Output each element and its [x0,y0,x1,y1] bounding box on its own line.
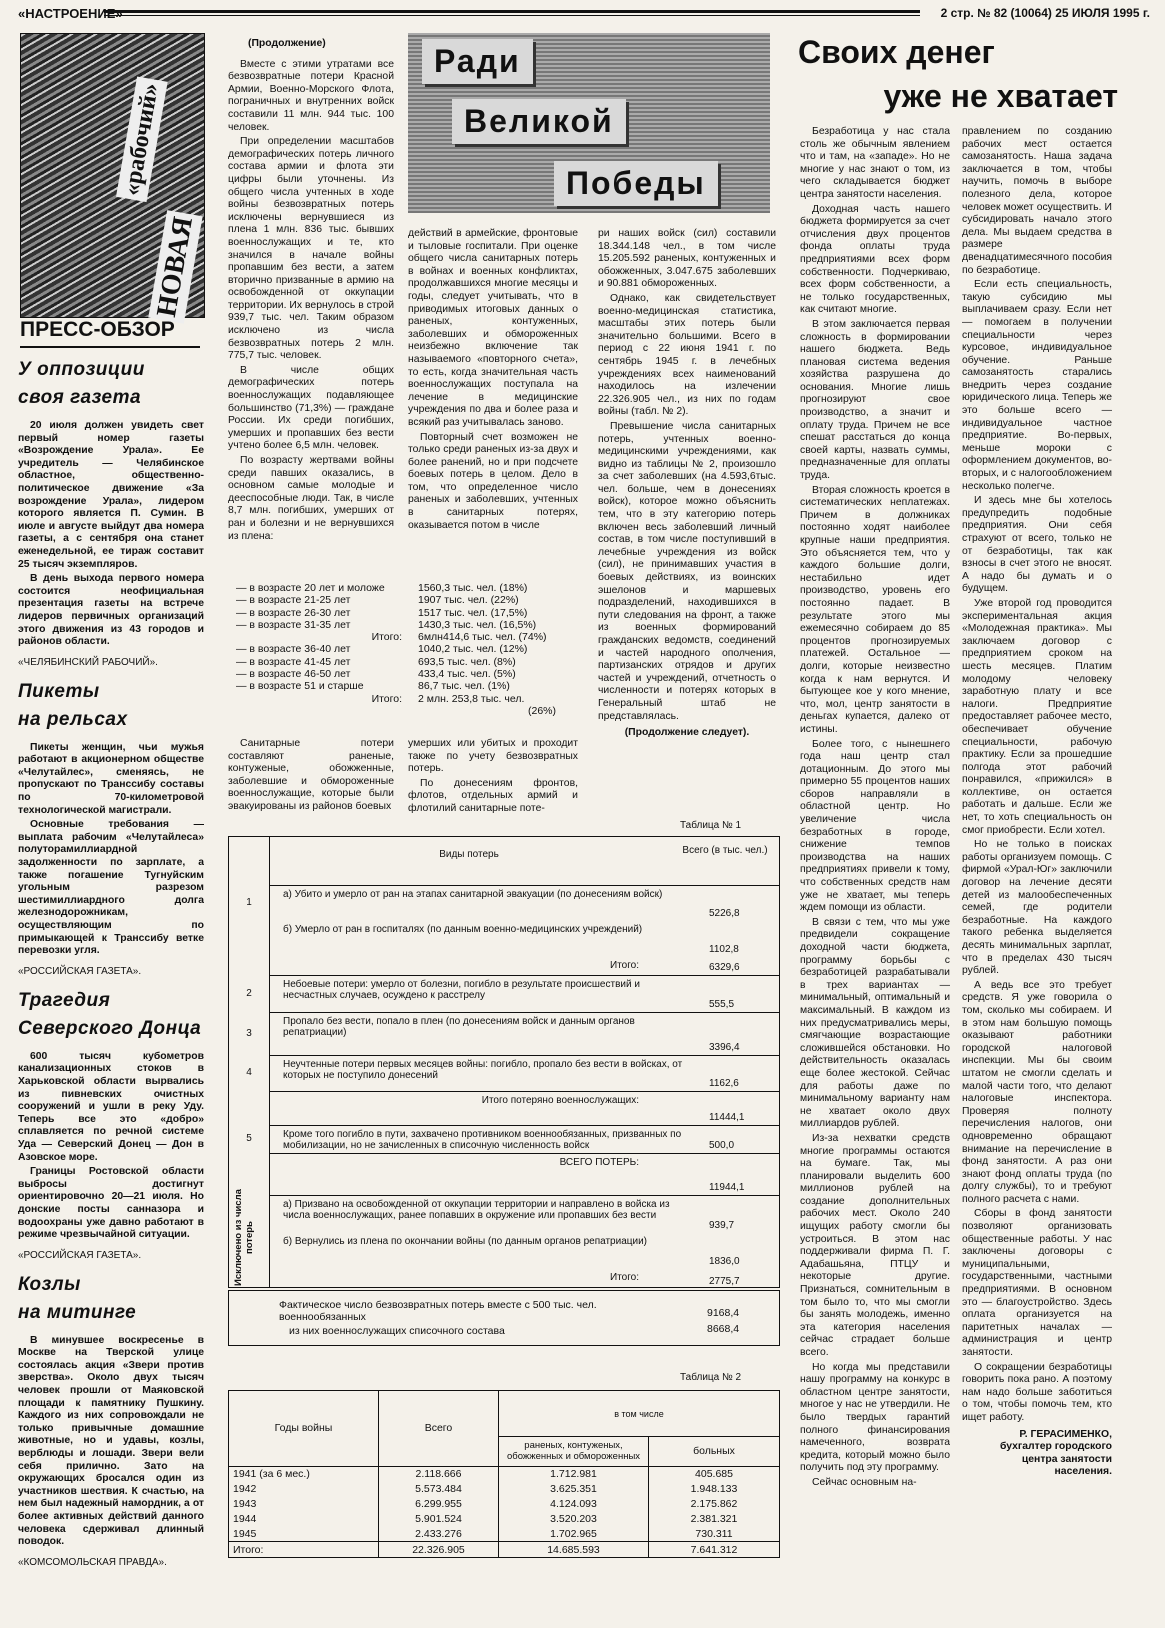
table-cell: 1944 [229,1511,379,1526]
issue-info: 2 стр. № 82 (10064) 25 ИЮЛЯ 1995 г. [940,6,1150,20]
table-cell: 5.573.484 [379,1481,499,1496]
table-cell: 4.124.093 [499,1496,649,1511]
row-label: Итого: [610,960,639,971]
row-number: 4 [246,1067,252,1078]
age-value: 433,4 тыс. чел. (5%) [418,668,516,681]
table-row [269,1091,779,1125]
article-title: Козлы [18,1273,81,1295]
age-label: — в возрасте 41-45 лет [236,655,351,668]
age-value: (26%) [528,704,557,717]
actual-losses-label: Фактическое число безвозвратных потерь вместе с 500 тыс. чел. военнообязанных [279,1299,597,1323]
table-row [269,975,779,1012]
main-article-col2: действий в армейские, фронтовые и тыловые госпитали. При оценке общего числа санитарных потерь в войнах и военных конфликтах, продолжавшихся многие месяцы и годы, следует учитывать, что в приводимых итоговых данных о раненых, контуженных, заболевших и обмороженных неизбежно включение так называемого «повторного счета», то есть, когда значительная часть военнослужащих поступала на лечение в медицинские учреждения по два и более раза и всякий раз учитывалась заново. Повторный счет возможен не только среди раненых из-за двух и более ранений, но и при подсчете боевых потерь в целом. Дело в том, что определенное число раненых и заболевших, учтенных в санитарных потерях, оказывается потом в числе [408,228,578,531]
banner-word: Победы [554,161,718,206]
table-cell: 1941 (за 6 мес.) [229,1466,379,1481]
to-be-continued: (Продолжение следует). [624,727,750,739]
age-breakdown-list [236,582,576,730]
table-cell: 3.625.351 [499,1481,649,1496]
row-number: 3 [246,1027,252,1039]
main-article-after-list-2: умерших или убитых и проходит также по учету безвозвратных потерь. По донесениям фронтов, флотов, отдельных армий и флотилий санитарные поте- [408,738,578,814]
age-label: — в возрасте 36-40 лет [236,643,351,656]
table-cell: 3.520.203 [499,1511,649,1526]
table-cell: 730.311 [649,1526,780,1541]
age-value: 1040,2 тыс. чел. (12%) [418,643,528,656]
age-label: — в возрасте 31-35 лет [236,618,351,631]
table-cell: 405.685 [649,1466,780,1481]
page-header [18,4,1150,24]
table-row [269,1269,779,1289]
col-years: Годы войны [229,1391,379,1467]
table-cell: 7.641.312 [649,1542,780,1558]
row-value: 500,0 [709,1140,735,1151]
table-row [229,1481,780,1496]
article-body: Пикеты женщин, чьи мужья работают в акционерном обществе «Челутайлес», сменяясь, не пропускают по Транссибу составы по 70-километровой технологической магистрали. Основные требования — выплата рабочим «Челутайлеса» полуторамиллиардной задолженности по зарплате, а также погашение Тугнуйским угольным разрезом шестимиллиардного долга железнодорожникам, осуществляющим по примыкающей к Транссибу ветке перевозки угля. [18,741,204,957]
age-row [236,582,576,594]
table-cell: 14.685.593 [499,1542,649,1558]
table-row [229,1496,780,1511]
article-source: «КОМСОМОЛЬСКАЯ ПРАВДА». [18,1556,167,1568]
row-label: Кроме того погибло в пути, захвачено противником военнообязанных, призванных по мобилизации, но не зачисленных в списочную численность войск [283,1129,682,1151]
table-row [229,1511,780,1526]
table-row [269,1012,779,1055]
age-row [236,693,576,705]
table-row [269,1153,779,1195]
table-cell: 2.175.862 [649,1496,780,1511]
age-row [236,668,576,680]
row-value: 11444,1 [709,1112,745,1123]
row-label: Итого потеряно военнослужащих: [481,1095,639,1106]
newspapers-photo [20,33,205,318]
table-cell: 5.901.524 [379,1511,499,1526]
row-number: 1 [246,897,252,908]
article-subtitle: на митинге [18,1301,137,1323]
table-cell: Итого: [229,1542,379,1558]
table-row [229,1542,780,1558]
article-subtitle: Северского Донца [18,1017,202,1039]
table-row [229,1526,780,1541]
row-label: б) Вернулись из плена по окончании войны (по данным органов репатриации) [283,1236,647,1247]
age-row [236,594,576,606]
table-cell: 1.702.965 [499,1526,649,1541]
row-label: Неучтенные потери первых месяцев войны: погибло, пропало без вести в войсках, от которых не поступило донесений [283,1059,683,1081]
table-row [269,1195,779,1233]
article-body: 20 июля должен увидеть свет первый номер газеты «Возрождение Урала». Ее учредитель — Челябинское областное, общественно-политическое движение «За возрождение Урала», лидером которого является П. Сумин. В июле и августе выйдут два номера газеты, а с сентября она станет еженедельной, ее тираж составит 25 тысяч экземпляров. В день выхода первого номера состоится неофициальная презентация газеты на встрече лидеров первичных организаций этого движения из 43 городов и районов области. [18,420,204,648]
age-label: Итого: [371,631,402,644]
col-wounded: раненых, контуженых, обожженных и обмороженных [499,1437,649,1467]
row-label: ВСЕГО ПОТЕРЬ: [559,1157,639,1168]
age-label: Итого: [371,692,402,705]
table-cell: 1.712.981 [499,1466,649,1481]
banner-word: Ради [422,39,533,84]
main-article-after-list-1: Санитарные потери составляют раненые, контуженые, обожженные, заболевшие и обмороженные военнослужащие, которые были эвакуированы из районов боевых [228,738,394,812]
table-header-kind: Виды потерь [439,849,499,860]
table-row [229,1466,780,1481]
continued-label: (Продолжение) [248,38,326,49]
age-label: — в возрасте 26-30 лет [236,606,351,619]
author-signature: Р. ГЕРАСИМЕНКО, [1019,1428,1112,1440]
age-value: 1430,3 тыс. чел. (16,5%) [418,618,537,631]
age-value: 6млн414,6 тыс. чел. (74%) [418,631,547,644]
row-number: 2 [246,987,252,999]
age-value: 86,7 тыс. чел. (1%) [418,680,510,693]
table-header-total: Всего (в тыс. чел.) [682,845,768,856]
main-article-col3: ри наших войск (сил) составили 18.344.148 чел., в том числе 15.205.592 раненых, контуженных и обожженных, 3.047.675 заболевших и 90.881 обмороженных. Однако, как свидетельствует военно-медицинская статистика, масштабы этих потерь были значительно большими. Всего в период с 22 июня 1941 г. по сентябрь 1945 г. в лечебных учреждениях всех наименований находилось на излечении 22.326.905 чел., из них по годам войны (табл. № 2). Превышение числа санитарных потерь, учтенных военно-медицинскими учреждениями, как видно из таблицы № 2, произошло за счет заболевших (на 4.593,6тыс. чел. больше, чем в донесениях войск), которое можно объяснить тем, что в эту категорию потерь включен весь заболевший личный состав, в том числе поступивший в лечебные учреждения из войск (сил), не принимавших участия в боевых действиях, из воинских эшелонов и маршевых подразделений, находившихся в пути следования на фронт, а также из военных формирований гражданских ведомств, соединений и частей народного ополчения, партизанских отрядов и других частей и учреждений, отчетность о численности и потерях которых в Генеральный штаб не представлялась. (Продолжение следует). [598,228,776,739]
row-value: 11944,1 [709,1182,745,1193]
press-review-heading: ПРЕСС-ОБЗОР [20,318,200,348]
age-value: 2 млн. 253,8 тыс. чел. [418,692,525,705]
photo-label-1: «рабочий» [116,77,168,202]
table2-caption: Таблица № 2 [680,1372,742,1383]
age-label: — в возрасте 21-25 лет [236,594,351,607]
table-row [269,957,779,975]
row-label: Итого: [610,1272,639,1283]
age-row [236,619,576,631]
row-value: 5226,8 [709,908,740,919]
actual-losses-value: 9168,4 [707,1307,740,1319]
table-cell: 1.948.133 [649,1481,780,1496]
row-label: б) Умерло от ран в госпиталях (по данным военно-медицинских учреждений) [283,924,643,935]
row-value: 6329,6 [709,962,740,973]
age-value: 1560,3 тыс. чел. (18%) [418,582,528,594]
servicemen-label: из них военнослужащих списочного состава [289,1325,505,1337]
col-sick: больных [649,1437,780,1467]
article-source: «ЧЕЛЯБИНСКИЙ РАБОЧИЙ». [18,656,158,668]
banner-word: Великой [452,99,626,144]
age-row [236,680,576,692]
excluded-side-label: Исключено из числа потерь [233,1189,255,1287]
press-review-column [18,356,204,1626]
row-value: 3396,4 [709,1042,740,1053]
col-total: Всего [379,1391,499,1467]
age-label: — в возрасте 46-50 лет [236,668,351,681]
article-title: У оппозиции [18,359,145,380]
article-subtitle: на рельсах [18,708,128,730]
table-row [269,1125,779,1153]
age-row [236,607,576,619]
losses-table [228,836,780,1288]
row-label: Пропало без вести, попало в плен (по донесениям войск и данным органов репатриации) [283,1016,635,1038]
actual-losses-box [228,1290,780,1346]
age-label: — в возрасте 51 и старше [236,680,364,693]
right-article-col1: Безработица у нас стала столь же обычным явлением что и там, на «западе». Но не многие у нас знают о том, из чего складывается бюджет центра занятости населения. Доходная часть нашего бюджета формируется за счет отчисления двух процентов фонда оплаты труда предприятиями всех форм собственности. Подчеркиваю, всех форм собственности, а не только государственных, как считают многие. В этом заключается первая сложность в формировании нашего бюджета. Ведь плановая система ведения хозяйства разрушена до основания. Многие лишь прогнозируют свое производство, а значит и оплату труда. Причем не все спешат расстаться до конца своей карты, назвать суммы, предназначенные для оплаты труда. Вторая сложность кроется в систематических неплатежах. Причем в должниках постоянно ходят наиболее крупные наши предприятия. Это объясняется тем, что у каждого большие долги, нестабильно идет производство, уровень его постоянно падает. В результате этого мы ежемесячно собираем до 85 процентов прогнозируемых платежей. Остальное — долги, которые неизвестно когда к нам вернутся. И бытующее кое у кого мнение, что, мол, центр занятости в деньгах купается, далеко от истины. Более того, с нынешнего года наш центр стал дотационным. До этого мы примерно 55 процентов наших сборов направляли в областной центр. Но увеличение числа безработных в городе, снижение темпов производства на наших предприятиях привели к тому, что собственных средств нам уже не хватает, мы теперь ждем помощи из области. В связи с тем, что мы уже предвидели сокращение доходной части бюджета, программу борьбы с безработицей разрабатывали в трех вариантах — минимальный, оптимальный и максимальный. В каждом из них предусматривались меры, смягчающие возрастающие сложившейся обстановки. Но действительность оказалась еще более жестокой. Сейчас для работы даже по минимальному варианту нам не хватает около двух миллиардов рублей. Из-за нехватки средств многие программы остаются на бумаге. Так, мы планировали выделить 600 миллионов рублей на создание дополнительных рабочих мест. Около 240 ищущих работу смогли бы устроиться. В этом нас поддерживали фирма П. Г. Адабашьяна, ПТЦУ и некоторые другие. Признаться, сомнительным в том было то, что мы смогли бы занять молодежь, именно эта категория населения сейчас страдает больше всего. Но когда мы представили нашу программу на конкурс в областном центре занятости, многое у нас не утвердили. Не было твердых гарантий полного финансирования намеченного, возврата кредита, который можно было получить под эту программу. Сейчас основным на- [800,126,950,1488]
article-title: Пикеты [18,680,100,702]
table-cell: 22.326.905 [379,1542,499,1558]
col-including: в том числе [499,1391,780,1437]
article-body: 600 тысяч кубометров канализационных стоков в Харьковской области вырвались из пивневских очистных сооружений и ушли в реку Уду. Теперь все это «добро» сплавляется по речной системе Уда — Северский Донец — Дон в Азовское море. Границы Ростовской области выбросы достигнут ориентировочно 20—21 июля. Но донские посты санназора и водоохраны уже давно работают в режиме чрезвычайной ситуации. [18,1050,204,1241]
right-article-col2: правлением по созданию рабочих мест остается самозанятость. Наша задача заключается в том, чтобы научить, помочь в выборе полезного дела, которое человек может осуществить. И субсидировать начало этого дела. Мы выдаем средства в размере двенадцатимесячного пособия по безработице. Если есть специальность, такую субсидию мы выплачиваем сразу. Если нет — помогаем в получении специальности через курсовое, индивидуальное обучение. Раньше самозанятость старались внедрить через создание юридического лица. Теперь же это больше всего — индивидуальное частное предприятие. Во-первых, меньше мороки с оформлением документов, во-вторых, и с налогообложением несколько полегче. И здесь мне бы хотелось предупредить подобные предприятия. Они себя страхуют от всего, только не от безработицы, так как взносы в счет этого не вносят. А надо бы думать и о будущем. Уже второй год проводится экспериментальная акция «Молодежная практика». Мы заключаем договор с предприятием сроком на шесть месяцев. Платим молодому человеку заработную плату и все налоги. Предприятие предоставляет рабочее место, обеспечивает обучение специальности, рабочую практику. Если за прошедшие полгода этот рабочий понравился, «прижился» в коллективе, он остается работать и дальше. Если же нет, то хоть специальность он смог приобрести. Если хотел. Но не только в поисках работы организуем помощь. С фирмой «Урал-Юг» заключили договор на лечение десяти детей из малообеспеченных семей, где родители безработные. На каждого такого ребенка выделяется десять минимальных зарплат, что в пределах 430 тысяч рублей. А ведь все это требует средств. Я уже говорила о том, сколько мы собираем. И в этом нам большую помощь оказывают работники городской налоговой инспекции. Мы бы своим штатом не смогли сделать и малой части того, что делают налоговые инспектора. Проверяя полноту перечисления налогов, они одновременно обращают внимание на перечисление в фонд занятости. А раз они знают фонд оплаты труда (по долгу службы), то и требуют полного расчета с нами. Сборы в фонд занятости позволяют организовать общественные работы. У нас заключены договоры с муниципальными, государственными, частными предприятиями. В основном это — благоустройство. Здесь оплата организуется на паритетных началах — администрация и центр занятости. О сокращении безработицы говорить пока рано. А поэтому нам надо больше заботиться о том, чтобы помочь тем, кто ищет работу. Р. ГЕРАСИМЕНКО, бухгалтер городского центра занятости населения. [962,126,1112,1478]
age-label: — в возрасте 20 лет и моложе [236,582,385,594]
photo-label-2: НОВАЯ [148,210,202,324]
table-cell: 2.118.666 [379,1466,499,1481]
age-value: 1517 тыс. чел. (17,5%) [418,606,528,619]
table-cell: 1945 [229,1526,379,1541]
author-position: бухгалтер городского центра занятости населения. [999,1441,1112,1478]
row-number: 5 [246,1133,252,1144]
age-label [236,705,418,717]
row-value: 2775,7 [709,1276,740,1287]
by-year-table [228,1390,780,1558]
table-cell: 2.381.321 [649,1511,780,1526]
article-source: «РОССИЙСКАЯ ГАЗЕТА». [18,965,142,977]
article-source: «РОССИЙСКАЯ ГАЗЕТА». [18,1249,142,1261]
row-value: 1836,0 [709,1256,740,1267]
table-cell: 6.299.955 [379,1496,499,1511]
table-cell: 2.433.276 [379,1526,499,1541]
row-label: а) Призвано на освобожденной от оккупации территории и направлено в войска из числа военнослужащих, ранее попавших в окружение или пропавших без вести [283,1199,670,1221]
age-row [236,656,576,668]
row-value: 1102,8 [709,944,739,955]
age-value: 693,5 тыс. чел. (8%) [418,655,516,668]
row-value: 1162,6 [709,1078,739,1089]
headline-banner [408,33,770,213]
table-cell: 1942 [229,1481,379,1496]
article-headline: Своих денег уже не хватает [798,34,1118,114]
table-cell: 1943 [229,1496,379,1511]
table-row [269,885,779,921]
header-rule [104,10,920,16]
table1-caption: Таблица № 1 [680,820,742,831]
row-value: 555,5 [709,999,735,1010]
article-body: В минувшее воскресенье в Москве на Тверской улице состоялась акция «Звери против зверства». Около двух тысяч человек прошли от Маяковской площади к памятнику Пушкину. Каждого из них сопровождали не только привычные домашние животные, но и удавы, козлы, верблюды и лошади. Звери вели себя прилично. Зато на окружающих бросался один из участников шествия. К счастью, на нем был надежный намордник, а от более активных действий данного человека сдерживал длинный поводок. [18,1334,204,1548]
table-row [269,1233,779,1269]
age-row [236,631,576,643]
age-row [236,643,576,655]
section-name: «НАСТРОЕНИЕ» [18,6,123,21]
main-article-col1: (Продолжение) Вместе с этими утратами все безвозвратные потери Красной Армии, Военно-Морского Флота, пограничных и внутренних войск составили 11 млн. 944 тыс. 100 человек. При определении масштабов демографических потерь личного состава армии и флота эти цифры были уточнены. Из общего числа учтенных в ходе войны безвозвратных потерь исключены вернувшиеся из плена 1 млн. 836 тыс. бывших военнослужащих и те, кто значился в начале войны пропавшим без вести, а затем вторично призванные в армию на освобожденной от оккупации территории. Их вернулось в строй 939,7 тыс. чел. Таким образом исключено из числа безвозвратных потерь 2 млн. 775,7 тыс. человек. В числе общих демографических потерь военнослужащих подавляющее большинство (71,3%) — граждане России. Их среди погибших, умерших и пропавших без вести учтено более 6,5 млн. человек. По возрасту жертвами войны среди павших оказались, в основном самые молодые и дееспособные люди. Так, в числе 8,7 млн. погибших, умерших от ран и болезни и не вернувшихся из плена: [228,38,394,542]
row-value: 939,7 [709,1220,735,1231]
table-row [269,1055,779,1091]
servicemen-value: 8668,4 [707,1323,740,1335]
age-row [236,705,576,717]
row-label: а) Убито и умерло от ран на этапах санитарной эвакуации (по донесениям войск) [283,889,663,900]
table-row [269,921,779,957]
article-title: Трагедия [18,989,111,1011]
row-label: Небоевые потери: умерло от болезни, погибло в результате происшествий и несчастных случаев, осуждено к расстрелу [283,979,640,1001]
article-subtitle: своя газета [18,387,142,408]
age-value: 1907 тыс. чел. (22%) [418,594,519,607]
